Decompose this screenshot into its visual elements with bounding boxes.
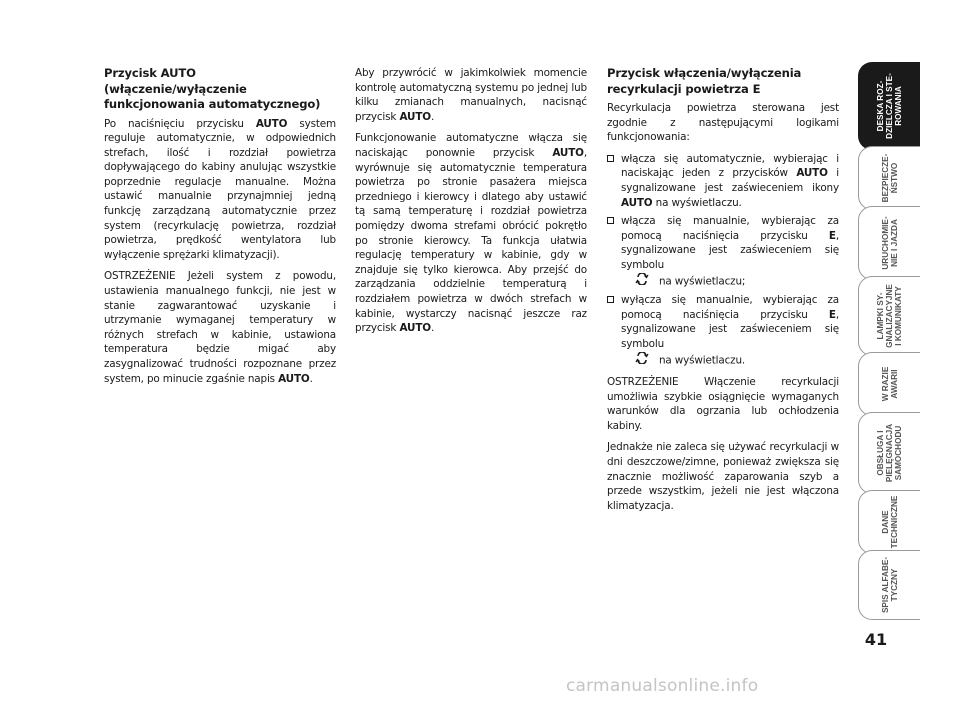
checkbox-bullet-icon: [607, 296, 614, 303]
paragraph: Funkcjonowanie automatyczne włącza się naciskając ponownie przycisk AUTO, wyrównuje się automatycznie temperatura powietrza po stronie pasażera miejsca przedniego i kierowcy i dlatego aby ustawić tą samą temperaturę i rozdział powietrza pomiędzy dwoma strefami obrócić pokrętło po stronie kierowcy. Ta funkcja ułatwia regulację temperatury w kabinie, gdy w znajduje się tylko kierowca. Aby przejść do zarządzania oddzielnie temperaturą i rozdziałem powietrza w dwóch strefach w kabinie, wystarczy nacisnąć jeszcze raz przycisk AUTO.: [355, 132, 587, 335]
logic-list: [607, 152, 839, 368]
warning-paragraph: OSTRZEŻENIE Włączenie recyrkulacji umożliwia szybkie osiągnięcie wymaganych warunków dla ogrzania lub ochłodzenia kabiny.: [607, 376, 839, 432]
paragraph: Po naciśnięciu przycisku AUTO system reguluje automatycznie, w odpowiednich strefach, ilość i rozdział powietrza dopływającego do kabiny anulując wszystkie poprzednie regulacje manualne. Można ustawić manualnie przynajmniej jedną funkcję zarządzaną automatycznie przez system (recyrkulację powietrza, rozdział powietrza, prędkość wentylatora lub wyłączenie sprężarki klimatyzacji).: [104, 117, 336, 261]
recirculation-off-icon: [635, 352, 649, 369]
checkbox-bullet-icon: [607, 217, 614, 224]
paragraph: Jednakże nie zaleca się używać recyrkulacji w dni deszczowe/zimne, ponieważ zwiększa się znacznie możliwość zaparowania szyb a przede wszystkim, jeżeli nie jest włączona klimatyzacja.: [607, 441, 839, 512]
tab-uruchomienie[interactable]: URUCHOMIE- NIE I JAZDA: [858, 206, 920, 280]
tab-dane-techniczne[interactable]: DANE TECHNICZNE: [858, 490, 920, 554]
recirculation-on-icon: [635, 273, 649, 290]
watermark: carmanualsonline.info: [566, 676, 759, 696]
checkbox-bullet-icon: [607, 155, 614, 162]
tab-w-razie-awarii[interactable]: W RAZIE AWARII: [858, 352, 920, 416]
tab-obsluga[interactable]: OBSŁUGA I PIELĘGNACJA SAMOCHODU: [858, 412, 920, 494]
section-heading-auto: Przycisk AUTO (włączenie/wyłączenie funkcjonowania automatycznego): [104, 66, 321, 111]
tab-lampki-sygnalizacyjne[interactable]: LAMPKI SY- GNALIZACYJNE I KOMUNIKATY: [858, 276, 920, 356]
tab-deska-rozdzielcza[interactable]: DESKA ROZ- DZIELCZA I STE- ROWANIA: [858, 62, 920, 150]
page-number: 41: [864, 630, 888, 649]
paragraph: Aby przywrócić w jakimkolwiek momencie kontrolę automatyczną systemu po jednej lub kilku zmianach manualnych, nacisnąć przycisk AUTO.: [355, 67, 587, 123]
tab-bezpieczenstwo[interactable]: BEZPIECZE- ŃSTWO: [858, 146, 920, 210]
warning-paragraph: OSTRZEŻENIE Jeżeli system z powodu, ustawienia manualnego funkcji, nie jest w stanie zagwarantować uzyskanie i utrzymanie wymaganej temperatury w różnych strefach w kabinie, ustawiona temperatura będzie migać aby zasygnalizować trudności rozpoznane przez system, po minucie zgaśnie napis AUTO.: [104, 270, 336, 385]
section-heading-recirculation: Przycisk włączenia/wyłączenia recyrkulacji powietrza E: [607, 66, 802, 96]
list-item: wyłącza się manualnie, wybierając za pomocą naciśnięcia przycisku E, sygnalizowane jest zaświeceniem się symbolu na wyświetlaczu.: [607, 293, 839, 368]
tab-spis-alfabetyczny[interactable]: SPIS ALFABE- TYCZNY: [858, 550, 920, 620]
column-2: [355, 66, 587, 343]
list-item: włącza się manualnie, wybierając za pomocą naciśnięcia przycisku E, sygnalizowane jest zaświeceniem się symbolu na wyświetlaczu;: [607, 214, 839, 289]
column-3: [607, 66, 839, 520]
paragraph: Recyrkulacja powietrza sterowana jest zgodnie z następującymi logikami funkcjonowania:: [607, 102, 839, 144]
list-item: włącza się automatycznie, wybierając i naciskając jeden z przycisków AUTO i sygnalizowane jest zaświeceniem ikony AUTO na wyświetlaczu.: [607, 152, 839, 210]
column-1: [104, 66, 336, 393]
